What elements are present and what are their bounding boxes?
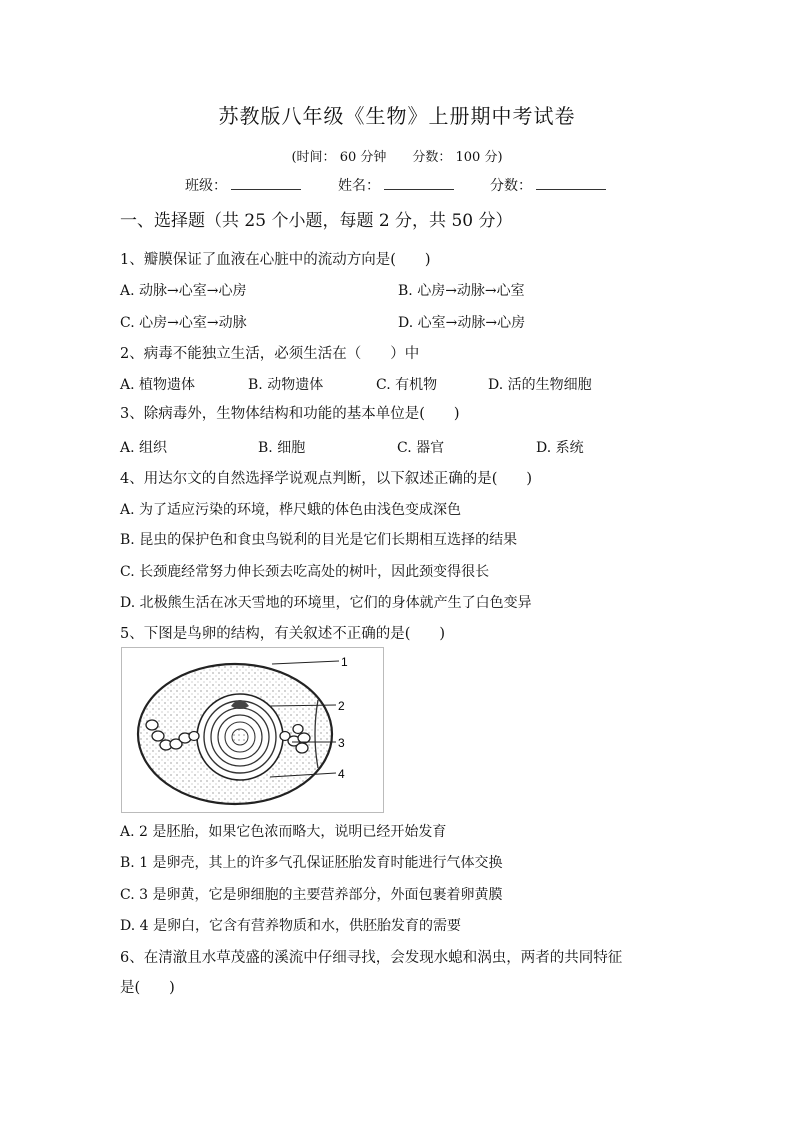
q1-option-d[interactable]: D. 心室→动脉→心房: [398, 315, 526, 331]
score-field: [490, 175, 606, 195]
question-5-stem: 5、下图是鸟卵的结构，有关叙述不正确的是( ): [120, 626, 446, 642]
name-field: [338, 175, 454, 195]
bird-egg-figure: [121, 647, 384, 813]
q2-option-a[interactable]: A. 植物遗体: [120, 377, 196, 393]
figure-label-1: 1: [341, 655, 348, 669]
question-4-stem: 4、用达尔文的自然选择学说观点判断，以下叙述正确的是( ): [120, 471, 533, 487]
section-title: 一、选择题（共 25 个小题，每题 2 分，共 50 分）: [120, 211, 513, 231]
q5-option-c[interactable]: C. 3 是卵黄，它是卵细胞的主要营养部分，外面包裹着卵黄膜: [120, 887, 503, 903]
question-2-stem: 2、病毒不能独立生活，必须生活在（ ）中: [120, 346, 420, 362]
q1-option-c[interactable]: C. 心房→心室→动脉: [120, 315, 247, 331]
q4-option-a[interactable]: A. 为了适应污染的环境，桦尺蛾的体色由浅色变成深色: [120, 502, 462, 518]
q3-option-d[interactable]: D. 系统: [536, 440, 584, 456]
bird-egg-diagram: [122, 648, 383, 812]
q5-option-a[interactable]: A. 2 是胚胎，如果它色浓而略大，说明已经开始发育: [120, 824, 447, 840]
score-blank[interactable]: [536, 175, 606, 190]
class-blank[interactable]: [231, 175, 301, 190]
q2-option-c[interactable]: C. 有机物: [376, 377, 438, 393]
q4-option-d[interactable]: D. 北极熊生活在冰天雪地的环境里，它们的身体就产生了白色变异: [120, 595, 532, 611]
q5-option-d[interactable]: D. 4 是卵白，它含有营养物质和水，供胚胎发育的需要: [120, 918, 461, 934]
q2-option-d[interactable]: D. 活的生物细胞: [488, 377, 592, 393]
figure-label-4: 4: [338, 767, 345, 781]
q3-option-a[interactable]: A. 组织: [120, 440, 168, 456]
q1-option-a[interactable]: A. 动脉→心室→心房: [120, 283, 247, 299]
class-label: 班级：: [185, 178, 227, 194]
q4-option-c[interactable]: C. 长颈鹿经常努力伸长颈去吃高处的树叶，因此颈变得很长: [120, 564, 490, 580]
q2-option-b[interactable]: B. 动物遗体: [248, 377, 324, 393]
q5-option-b[interactable]: B. 1 是卵壳，其上的许多气孔保证胚胎发育时能进行气体交换: [120, 855, 503, 871]
q1-option-b[interactable]: B. 心房→动脉→心室: [398, 283, 525, 299]
q4-option-b[interactable]: B. 昆虫的保护色和食虫鸟锐利的目光是它们长期相互选择的结果: [120, 532, 518, 548]
question-6-stem-line-1: 6、在清澈且水草茂盛的溪流中仔细寻找，会发现水螅和涡虫，两者的共同特征: [120, 950, 623, 966]
exam-title: 苏教版八年级《生物》上册期中考试卷: [218, 104, 576, 128]
figure-label-3: 3: [338, 736, 345, 750]
question-6-stem-line-2: 是( ): [120, 980, 175, 996]
question-3-stem: 3、除病毒外，生物体结构和功能的基本单位是( ): [120, 406, 460, 422]
q3-option-b[interactable]: B. 细胞: [258, 440, 306, 456]
question-1-stem: 1、瓣膜保证了血液在心脏中的流动方向是( ): [120, 252, 431, 268]
q3-option-c[interactable]: C. 器官: [397, 440, 445, 456]
figure-label-2: 2: [338, 699, 345, 713]
exam-time-score: (时间： 60 分钟 分数： 100 分): [291, 150, 503, 165]
score-label: 分数：: [490, 178, 532, 194]
name-label: 姓名：: [338, 178, 380, 194]
name-blank[interactable]: [384, 175, 454, 190]
class-field: [185, 175, 301, 195]
